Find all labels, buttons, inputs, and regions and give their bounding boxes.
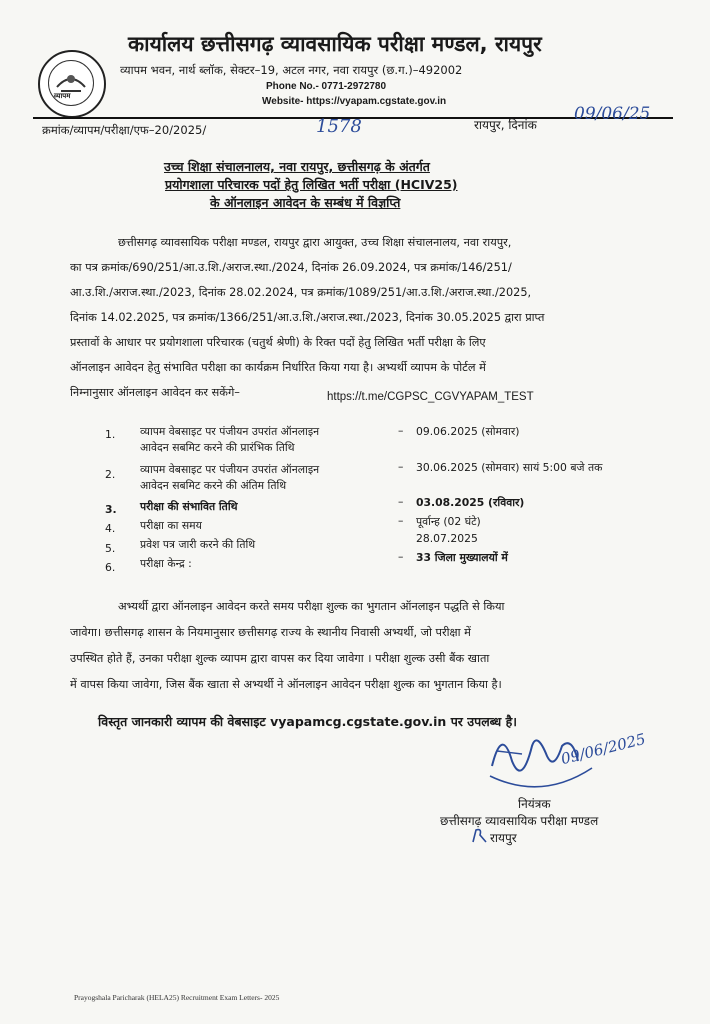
signatory-city: रायपुर (490, 831, 517, 845)
schedule-num: 2. (105, 468, 116, 481)
closing-line: विस्तृत जानकारी व्यापम की वेबसाइट vyapamcg.cgstate.gov.in पर उपलब्ध है। (98, 714, 518, 729)
schedule-label: परीक्षा केन्द्र : (140, 557, 192, 570)
para1-line: छत्तीसगढ़ व्यावसायिक परीक्षा मण्डल, रायपुर द्वारा आयुक्त, उच्च शिक्षा संचालनालय, नवा रायपुर, (118, 236, 512, 249)
schedule-dash: – (398, 514, 404, 527)
schedule-label: आवेदन सबमिट करने की प्रारंभिक तिथि (140, 441, 295, 454)
para1-line: आ.उ.शि./अराज.स्था./2023, दिनांक 28.02.2024, पत्र क्रमांक/1089/251/आ.उ.शि./अराज.स्था./2025, (70, 286, 532, 299)
office-website: Website- https://vyapam.cgstate.gov.in (262, 96, 447, 107)
schedule-value: 30.06.2025 (सोमवार) सायं 5:00 बजे तक (416, 461, 603, 474)
office-phone: Phone No.- 0771-2972780 (266, 81, 387, 92)
schedule-dash: – (398, 460, 404, 473)
schedule-num: 3. (105, 503, 117, 516)
telegram-watermark-url: https://t.me/CGPSC_CGVYAPAM_TEST (327, 391, 534, 403)
schedule-value: 03.08.2025 (रविवार) (416, 496, 525, 509)
schedule-dash: – (398, 495, 404, 508)
schedule-label: प्रवेश पत्र जारी करने की तिथि (140, 538, 256, 551)
schedule-num: 5. (105, 542, 116, 555)
schedule-value: 28.07.2025 (416, 532, 478, 545)
schedule-value: 33 जिला मुख्यालयों में (416, 551, 508, 564)
signatory-organization: छत्तीसगढ़ व्यावसायिक परीक्षा मण्डल (440, 814, 599, 828)
vyapam-logo (38, 50, 106, 118)
schedule-label: परीक्षा की संभावित तिथि (140, 500, 238, 513)
schedule-label: आवेदन सबमिट करने की अंतिम तिथि (140, 479, 287, 492)
para1-line: दिनांक 14.02.2025, पत्र क्रमांक/1366/251/आ.उ.शि./अराज.स्था./2023, दिनांक 30.05.2025 द्वारा प्राप्त (70, 311, 545, 324)
reference-number: क्रमांक/व्यापम/परीक्षा/एफ–20/2025/ (42, 123, 207, 137)
signatory-designation: नियंत्रक (518, 797, 551, 811)
para2-line: उपस्थित होते हैं, उनका परीक्षा शुल्क व्यापम द्वारा वापस कर दिया जावेगा । परीक्षा शुल्क उसी बैंक खाता (70, 652, 490, 665)
footer-text: Prayogshala Paricharak (HELA25) Recruitment Exam Letters- 2025 (74, 993, 280, 1002)
para1-line: का पत्र क्रमांक/690/251/आ.उ.शि./अराज.स्था./2024, दिनांक 26.09.2024, पत्र क्रमांक/146/251/ (70, 261, 512, 274)
para2-line: में वापस किया जावेगा, जिस बैंक खाता से अभ्यर्थी ने ऑनलाइन आवेदन परीक्षा शुल्क का भुगतान किया है। (70, 678, 502, 691)
subject-line-1: उच्च शिक्षा संचालनालय, नवा रायपुर, छत्तीसगढ़ के अंतर्गत (164, 159, 430, 174)
subject-line-3: के ऑनलाइन आवेदन के सम्बंध में विज्ञप्ति (210, 195, 401, 210)
schedule-dash: – (398, 424, 404, 437)
schedule-num: 1. (105, 428, 116, 441)
schedule-dash: – (398, 550, 404, 563)
schedule-label: परीक्षा का समय (140, 519, 202, 532)
schedule-label: व्यापम वेबसाइट पर पंजीयन उपरांत ऑनलाइन (140, 463, 320, 476)
subject-line-2: प्रयोगशाला परिचारक पदों हेतु लिखित भर्ती परीक्षा (HCIV25) (165, 177, 458, 192)
para1-line: प्रस्तावों के आधार पर प्रयोगशाला परिचारक (चतुर्थ श्रेणी) के रिक्त पदों हेतु लिखित भर्ती परीक्षा के लिए (70, 336, 486, 349)
office-title: कार्यालय छत्तीसगढ़ व्यावसायिक परीक्षा मण्डल, रायपुर (128, 32, 542, 56)
office-address: व्यापम भवन, नार्थ ब्लॉक, सेक्टर–19, अटल नगर, नवा रायपुर (छ.ग.)–492002 (120, 63, 463, 77)
place-date-label: रायपुर, दिनांक (474, 118, 537, 132)
para2-line: जावेगा। छत्तीसगढ़ शासन के नियमानुसार छत्तीसगढ़ राज्य के स्थानीय निवासी अभ्यर्थी, जो परीक्षा में (70, 626, 471, 639)
schedule-num: 4. (105, 522, 116, 535)
handwritten-date: 09/06/25 (574, 104, 651, 124)
initial-mark-icon (470, 826, 490, 846)
logo-text: व्यापम (54, 92, 71, 100)
para1-line: निम्नानुसार ऑनलाइन आवेदन कर सकेंगे– (70, 386, 240, 399)
signature-date: 09/06/2025 (559, 729, 648, 769)
schedule-value: पूर्वान्ह (02 घंटे) (416, 515, 481, 528)
para1-line: ऑनलाइन आवेदन हेतु संभावित परीक्षा का कार्यक्रम निर्धारित किया गया है। अभ्यर्थी व्यापम के पोर्टल में (70, 361, 486, 374)
schedule-label: व्यापम वेबसाइट पर पंजीयन उपरांत ऑनलाइन (140, 425, 320, 438)
para2-line: अभ्यर्थी द्वारा ऑनलाइन आवेदन करते समय परीक्षा शुल्क का भुगतान ऑनलाइन पद्धति से किया (118, 600, 505, 613)
schedule-num: 6. (105, 561, 116, 574)
schedule-value: 09.06.2025 (सोमवार) (416, 425, 520, 438)
reference-handwritten-number: 1578 (316, 116, 362, 137)
